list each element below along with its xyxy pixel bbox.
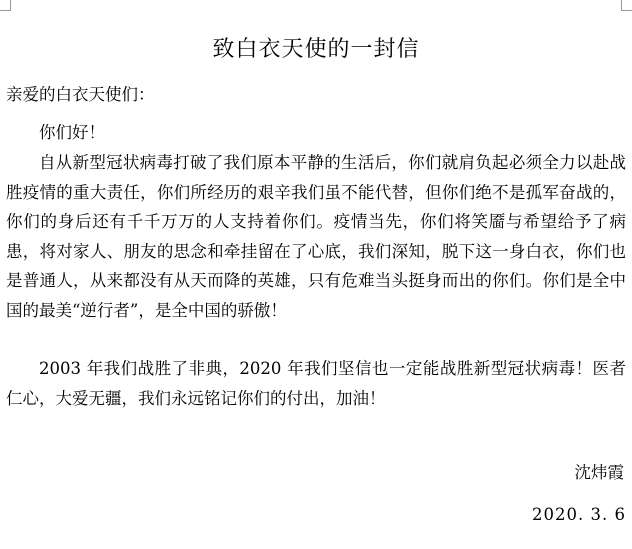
letter-salutation: 亲爱的白衣天使们：	[6, 85, 155, 104]
letter-paragraph-2: 2003 年我们战胜了非典，2020 年我们坚信也一定能战胜新型冠状病毒！医者仁心，大爱无疆，我们永远铭记你们的付出，加油！	[6, 359, 626, 408]
letter-title: 致白衣天使的一封信	[212, 37, 420, 62]
page-corner-mark-left	[0, 0, 11, 11]
letter-signature: 沈炜霞	[574, 463, 624, 482]
letter-date: 2020. 3. 6	[532, 505, 626, 524]
page-corner-mark-right	[621, 0, 632, 11]
letter-paragraph-1: 自从新型冠状病毒打破了我们原本平静的生活后，你们就肩负起必须全力以赴战胜疫情的重大责任，你们所经历的艰辛我们虽不能代替，但你们绝不是孤军奋战的，你们的身后还有千千万万的人支持着你们。疫情当先，你们将笑靥与希望给予了病患，将对家人、朋友的思念和牵挂留在了心底，我们深知，脱下这一身白衣，你们也是普通人，从来都没有从天而降的英雄，只有危难当头挺身而出的你们。你们是全中国的最美“逆行者”，是全中国的骄傲！	[6, 153, 626, 320]
letter-greeting: 你们好！	[39, 123, 105, 142]
